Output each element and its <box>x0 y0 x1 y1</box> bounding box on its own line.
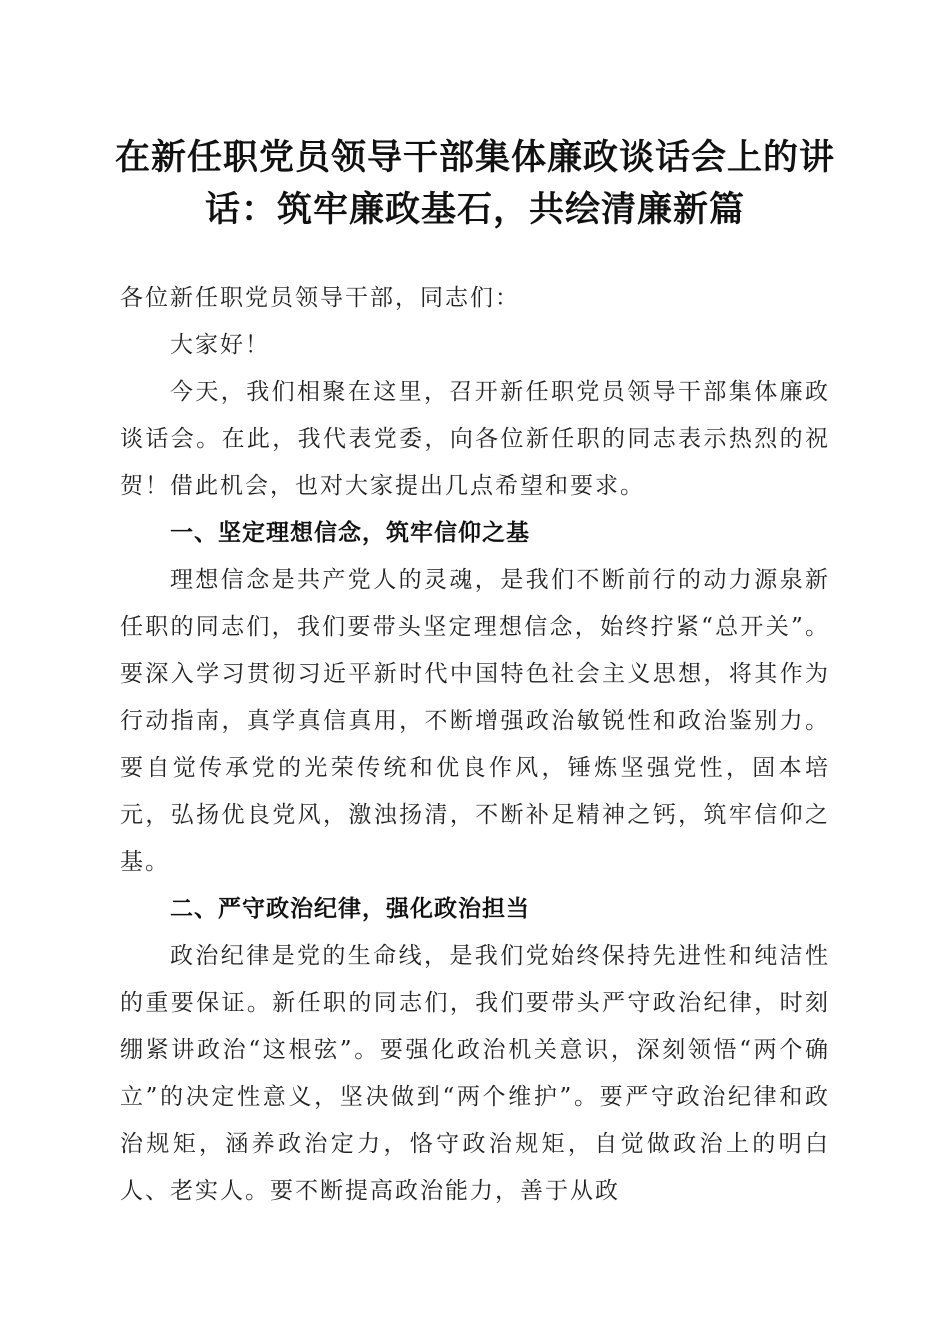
salutation: 各位新任职党员领导干部，同志们： <box>120 285 520 311</box>
section-paragraph-2: 政治纪律是党的生命线，是我们党始终保持先进性和纯洁性的重要保证。新任职的同志们，我们要带头严守政治纪律，时刻绷紧讲政治“这根弦”。要强化政治机关意识，深刻领悟“两个确立”的决定性意义，坚决做到“两个维护”。要严守政治纪律和政治规矩，涵养政治定力，恪守政治规矩，自觉做政治上的明白人、老实人。要不断提高政治能力，善于从政 <box>120 943 830 1204</box>
document-body <box>120 275 830 1215</box>
section-heading-1: 一、坚定理想信念，筑牢信仰之基 <box>170 520 530 546</box>
document-title: 在新任职党员领导干部集体廉政谈话会上的讲话：筑牢廉政基石，共绘清廉新篇 <box>114 138 835 230</box>
section-heading-2: 二、严守政治纪律，强化政治担当 <box>170 896 530 922</box>
intro-paragraph: 今天，我们相聚在这里，召开新任职党员领导干部集体廉政谈话会。在此，我代表党委，向各位新任职的同志表示热烈的祝贺！借此机会，也对大家提出几点希望和要求。 <box>120 379 830 499</box>
section-paragraph-1: 理想信念是共产党人的灵魂，是我们不断前行的动力源泉新任职的同志们，我们要带头坚定理想信念，始终拧紧“总开关”。要深入学习贯彻习近平新时代中国特色社会主义思想，将其作为行动指南，真学真信真用，不断增强政治敏锐性和政治鉴别力。要自觉传承党的光荣传统和优良作风，锤炼坚强党性，固本培元，弘扬优良党风，激浊扬清，不断补足精神之钙，筑牢信仰之基。 <box>120 567 830 875</box>
greeting: 大家好！ <box>170 332 270 358</box>
